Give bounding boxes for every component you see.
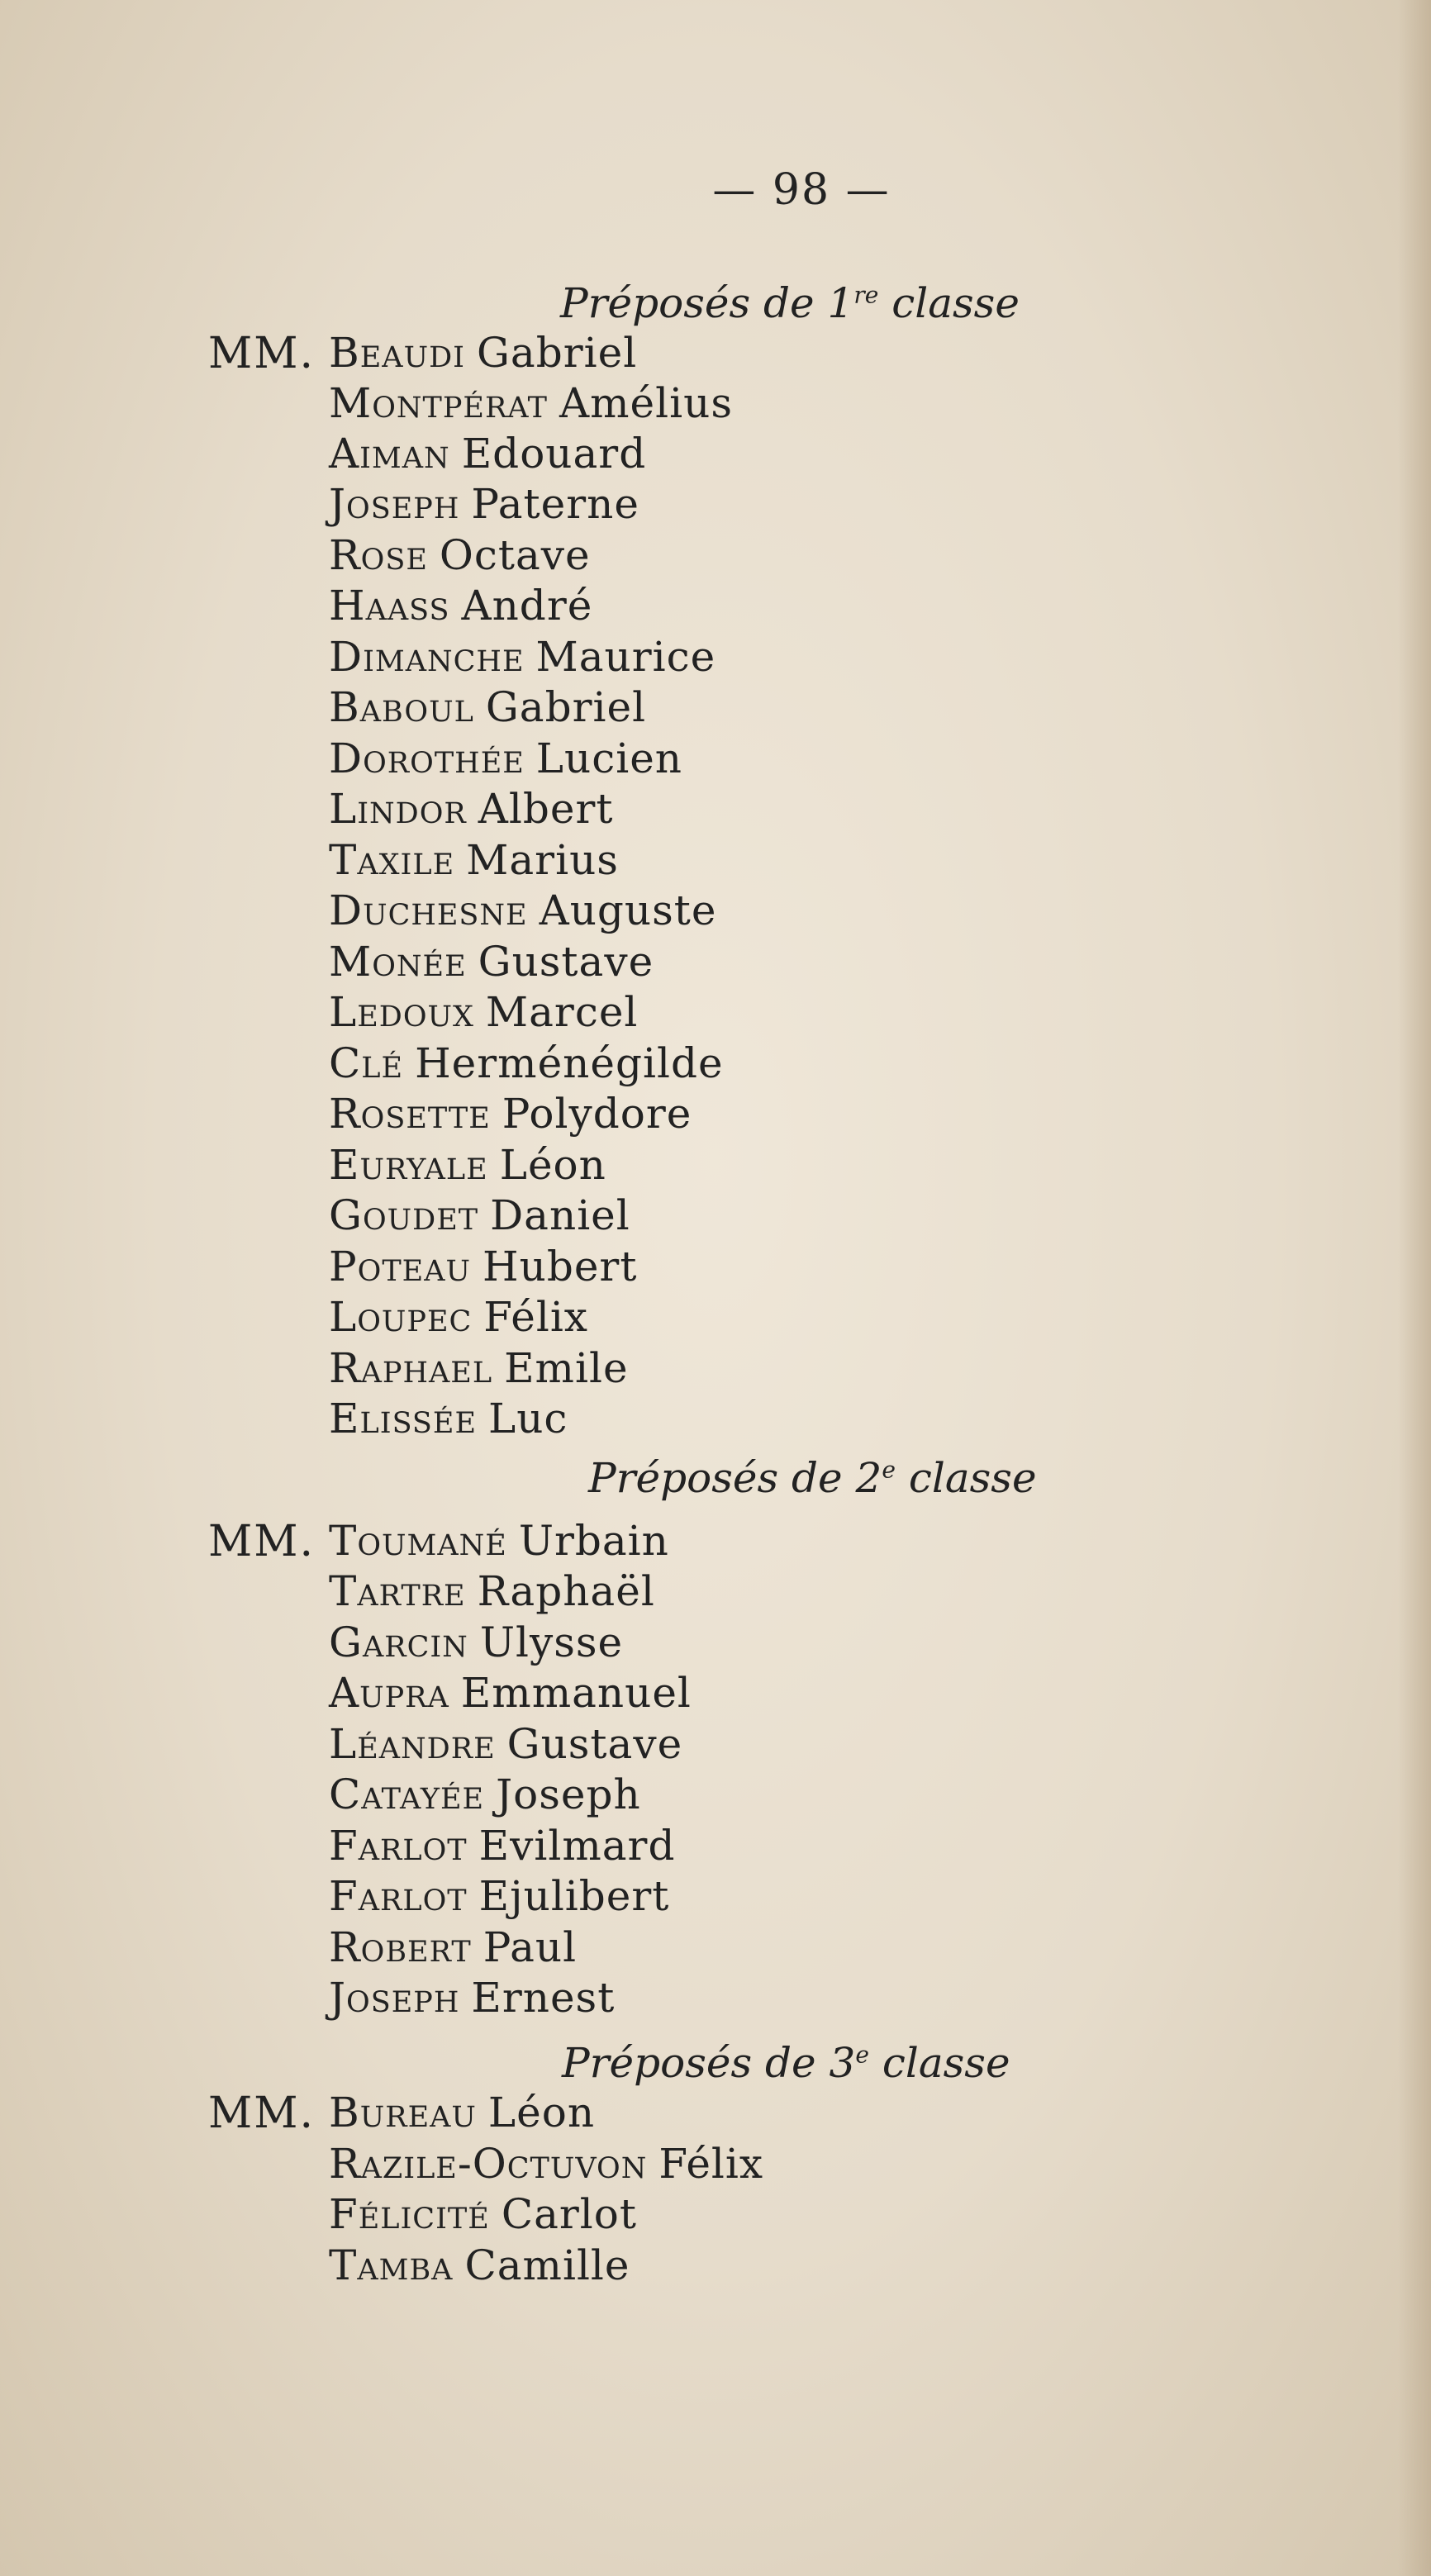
list-item: Euryale Léon — [329, 1141, 606, 1189]
list-item: Razile-Octuvon Félix — [329, 2140, 764, 2188]
list-item: Montpérat Amélius — [329, 379, 733, 427]
list-item: Tamba Camille — [329, 2241, 630, 2289]
list-item: Aupra Emmanuel — [329, 1669, 692, 1717]
list-item: Dorothée Lucien — [329, 734, 682, 782]
mm-label: MM. — [208, 1517, 316, 1566]
mm-label: MM. — [208, 329, 316, 378]
page-number: — 98 — — [712, 165, 891, 215]
list-item: Loupec Félix — [329, 1293, 589, 1341]
section-heading-1re-classe: Préposés de 1re classe — [560, 279, 1020, 327]
mm-label: MM. — [208, 2089, 316, 2138]
list-item: Taxile Marius — [329, 836, 619, 884]
list-item: Baboul Gabriel — [329, 683, 647, 731]
section-heading-2e-classe: Préposés de 2e classe — [588, 1454, 1037, 1502]
list-item: Garcin Ulysse — [329, 1618, 624, 1666]
list-item: Catayée Joseph — [329, 1770, 641, 1818]
page-edge-shadow — [1398, 0, 1431, 2576]
list-item: Ledoux Marcel — [329, 988, 639, 1036]
list-item: Rose Octave — [329, 531, 591, 579]
list-item: Félicité Carlot — [329, 2190, 637, 2238]
list-item: Beaudi Gabriel — [329, 329, 638, 377]
list-item: Raphael Emile — [329, 1344, 629, 1392]
list-item: Goudet Daniel — [329, 1191, 630, 1239]
list-item: Joseph Ernest — [329, 1974, 616, 2022]
list-item: Léandre Gustave — [329, 1720, 683, 1768]
list-item: Bureau Léon — [329, 2089, 596, 2136]
list-item: Toumané Urbain — [329, 1517, 669, 1565]
list-item: Clé Herménégilde — [329, 1039, 724, 1087]
section-heading-3e-classe: Préposés de 3e classe — [562, 2039, 1010, 2087]
list-item: Robert Paul — [329, 1923, 578, 1971]
list-item: Elissée Luc — [329, 1395, 568, 1442]
list-item: Lindor Albert — [329, 785, 614, 833]
list-item: Haass André — [329, 582, 593, 630]
list-item: Poteau Hubert — [329, 1243, 638, 1290]
list-item: Duchesne Auguste — [329, 886, 717, 934]
list-item: Farlot Ejulibert — [329, 1872, 670, 1920]
list-item: Dimanche Maurice — [329, 633, 716, 681]
list-item: Aiman Edouard — [329, 430, 647, 478]
list-item: Tartre Raphaël — [329, 1567, 655, 1615]
list-item: Monée Gustave — [329, 938, 654, 986]
list-item: Farlot Evilmard — [329, 1822, 676, 1870]
list-item: Joseph Paterne — [329, 480, 639, 528]
list-item: Rosette Polydore — [329, 1090, 692, 1138]
